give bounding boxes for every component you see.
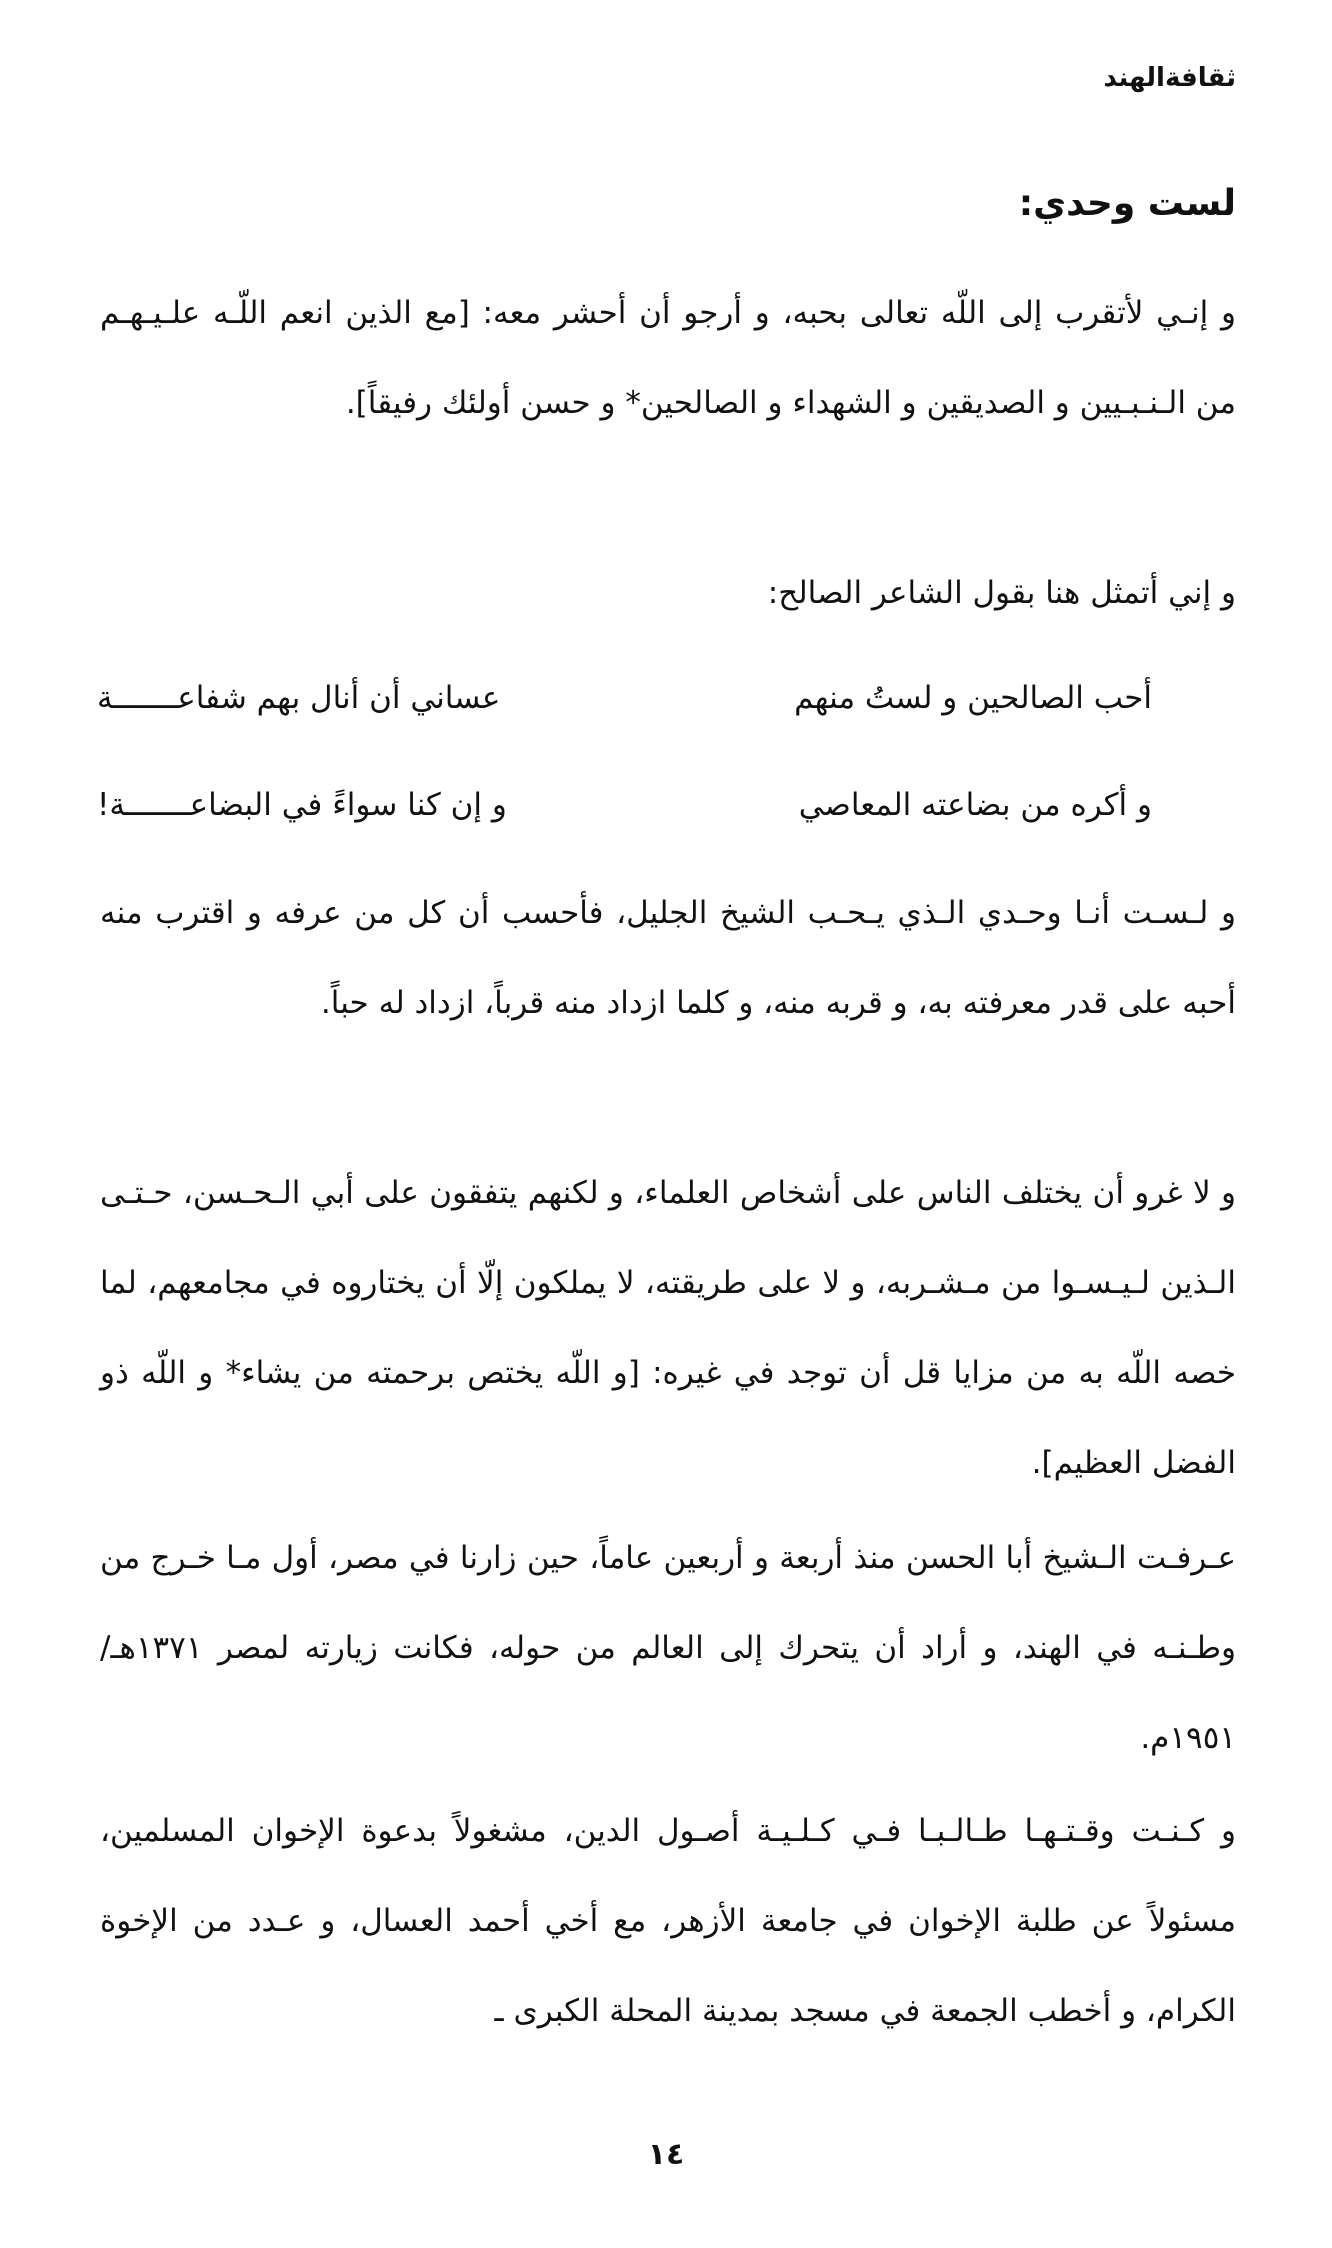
poem-line-1-first-hemistich: أحب الصالحين و لستُ منهم — [794, 680, 1152, 716]
paragraph-1 — [100, 268, 1236, 448]
paragraph-6 — [100, 1786, 1236, 2056]
running-header: ثقافةالهند — [1103, 63, 1236, 93]
page-number: ١٤ — [647, 2137, 685, 2172]
poem-line-1-second-hemistich: عساني أن أنال بهم شفاعـــــــة — [97, 680, 501, 716]
section-title: لست وحدي: — [1018, 183, 1236, 224]
paragraph-5 — [100, 1513, 1236, 1783]
paragraph-3-text: و لـسـت أنـا وحـدي الـذي يـحـب الشيخ الجليل، فأحسب أن كل من عرفه و اقترب منه أحبه على قدر معرفته به، و قربه منه، و كلما ازداد منه قرباً، ازداد له حباً. — [100, 895, 1236, 1021]
paragraph-4-text: و لا غرو أن يختلف الناس على أشخاص العلماء، و لكنهم يتفقون على أبي الـحـسن، حـتـى الـذين لـيـسـوا من مـشـربه، و لا على طريقته، لا يملكون إلّا أن يختاروه في مجامعهم، لما خصه اللّه به من مزايا قل أن توجد في غيره: [و اللّه يختص برحمته من يشاء* و اللّه ذو الفضل العظيم]. — [100, 1175, 1236, 1481]
poem-line-2-second-hemistich: و إن كنا سواءً في البضاعـــــــة! — [97, 787, 507, 823]
paragraph-2-text: و إني أتمثل هنا بقول الشاعر الصالح: — [767, 575, 1236, 611]
paragraph-6-text: و كـنـت وقـتـهـا طـالـبـا فـي كـلـيـة أصـول الدين، مشغولاً بدعوة الإخوان المسلمين، مسئولاً عن طلبة الإخوان في جامعة الأزهر، مع أخي أحمد العسال، و عـدد من الإخوة الكرام، و أخطب الجمعة في مسجد بمدينة المحلة الكبرى ـ — [100, 1813, 1236, 2029]
paragraph-1-text: و إنـي لأتقرب إلى اللّه تعالى بحبه، و أرجو أن أحشر معه: [مع الذين انعم اللّـه علـيـهـم من الـنـبـيين و الصديقين و الشهداء و الصالحين* و حسن أولئك رفيقاً]. — [100, 295, 1236, 421]
poem-line-2-first-hemistich: و أكره من بضاعته المعاصي — [798, 787, 1152, 823]
poem-line-1 — [97, 668, 1152, 728]
paragraph-5-text: عـرفـت الـشيخ أبا الحسن منذ أربعة و أربعين عاماً، حين زارنا في مصر، أول مـا خـرج من وطـنـه في الهند، و أراد أن يتحرك إلى العالم من حوله، فكانت زيارته لمصر ١٣٧١هـ/١٩٥١م. — [100, 1540, 1236, 1756]
paragraph-4 — [100, 1148, 1236, 1508]
paragraph-2 — [100, 548, 1236, 638]
poem-line-2 — [97, 775, 1152, 835]
paragraph-3 — [100, 868, 1236, 1048]
